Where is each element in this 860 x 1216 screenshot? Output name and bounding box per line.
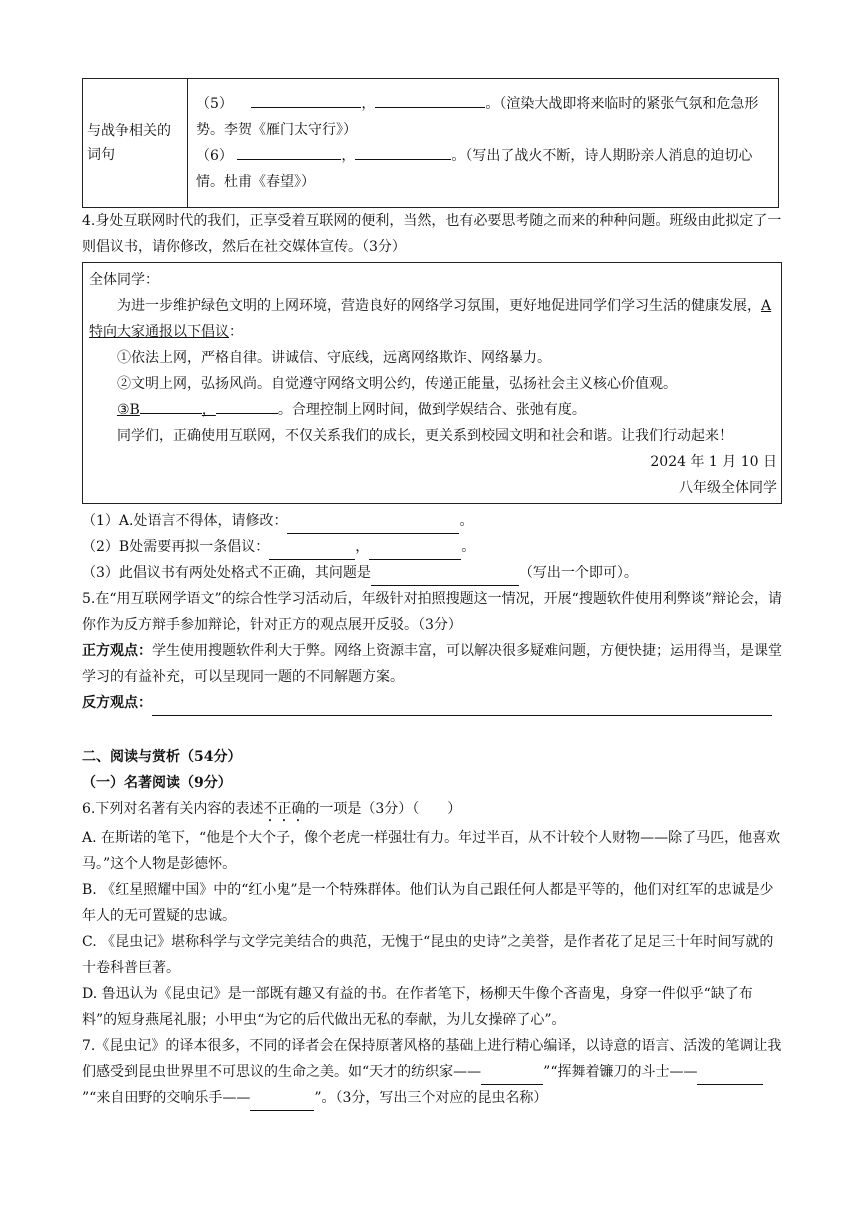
option-b[interactable]: B. 《红星照耀中国》中的“红小鬼”是一个特殊群体。他们认为自己跟任何人都是平等的，他们对红军的忠诚是少年人的无可置疑的忠诚。 [82, 882, 774, 924]
answer-line-3[interactable] [371, 567, 519, 586]
answer-insect-1[interactable] [481, 1066, 543, 1085]
letter-greeting: 全体同学： [89, 272, 159, 288]
blank-b2[interactable] [216, 397, 278, 414]
item-5-note: 。（渲染大战即将来临时的紧张气氛和危急形势。李贺《雁门太守行》） [196, 96, 759, 138]
con-viewpoint [82, 690, 782, 716]
blank-5a[interactable] [251, 91, 361, 108]
sub-question-1-text: （1）A.处语言不得体，请修改： [82, 513, 288, 529]
sub-question-2-comma: ， [355, 539, 370, 555]
proposal-item-3 [89, 397, 777, 423]
q6-prompt-start: 6.下列对名著有关内容的表述 [82, 801, 264, 817]
blank-5b[interactable] [375, 91, 485, 108]
con-answer-line[interactable] [152, 697, 772, 716]
blank-b1[interactable] [140, 397, 202, 414]
answer-line-2a[interactable] [269, 541, 355, 560]
blank-6a[interactable] [237, 143, 341, 160]
option-d[interactable]: D. 鲁迅认为《昆虫记》是一部既有趣又有益的书。在作者笔下，杨柳天牛像个吝啬鬼，身穿一件似乎“缺了布料”的短身燕尾礼服；小甲虫“为它的后代做出无私的奉献，为儿女操碎了心”。 [82, 986, 753, 1028]
sub-question-1-end: 。 [459, 513, 474, 529]
item-3-comma: ， [201, 402, 216, 418]
proposal-letter [82, 262, 782, 504]
answer-line-2b[interactable] [369, 541, 461, 560]
pro-viewpoint [82, 638, 782, 690]
sub-question-2-end: 。 [461, 539, 476, 555]
exam-page [82, 78, 782, 1111]
q7-text-a: 7.《昆虫记》的译本很多，不同的译者会在保持原著风格的基础上进行精心编译，以诗意的语言、活泼的笔调让我们感受到昆虫世界里不可思议的生命之美。如“天才的纺织家—— [82, 1038, 782, 1080]
item-6-note: 。（写出了战火不断，诗人期盼亲人消息的迫切心情。杜甫《春望》） [196, 148, 753, 190]
sub-question-2 [82, 534, 782, 560]
option-a[interactable]: A. 在斯诺的笔下，“他是个大个子，像个老虎一样强壮有力。年过半百，从不计较个人财物——除了马匹，他喜欢马。”这个人物是彭德怀。 [82, 830, 781, 872]
war-poems-table [82, 78, 779, 208]
section-2-subtitle: （一）名著阅读（9分） [82, 775, 232, 791]
q6-emphasis: 不正确 [263, 801, 306, 817]
pro-label: 正方观点： [82, 643, 152, 659]
q7-text-b: ”“挥舞着镰刀的斗士—— [543, 1064, 698, 1080]
proposal-item-2: ②文明上网，弘扬风尚。自觉遵守网络文明公约，传递正能量，弘扬社会主义核心价值观。 [117, 376, 677, 392]
letter-intro-text: 为进一步维护绿色文明的上网环境，营造良好的网络学习氛围，更好地促进同学们学习生活的健康发展， [117, 298, 761, 314]
proposal-item-1: ①依法上网，严格自律。讲诚信、守底线，远离网络欺诈、网络暴力。 [117, 350, 551, 366]
answer-insect-2[interactable] [697, 1066, 763, 1085]
item-5 [196, 91, 770, 143]
sub-question-3-text: （3）此倡议书有两处处格式不正确，其问题是 [82, 565, 371, 581]
marked-b: ③B [117, 402, 140, 418]
sub-question-3 [82, 560, 782, 586]
option-c[interactable]: C. 《昆虫记》堪称科学与文学完美结合的典范，无愧于“昆虫的史诗”之美誉，是作者花了足足三十年时间写就的十卷科普巨著。 [82, 934, 774, 976]
letter-signer: 八年级全体同学 [679, 480, 777, 496]
marked-phrase-a: A特向大家通报以下倡议 [89, 298, 772, 340]
sub-question-2-text: （2）B处需要再拟一条倡议： [82, 539, 270, 555]
q7-text-c: ”“来自田野的交响乐手—— [82, 1090, 251, 1106]
letter-intro-end: ： [229, 324, 243, 340]
item-3-suffix: 。合理控制上网时间，做到学娱结合、张弛有度。 [277, 402, 586, 418]
letter-closing: 同学们，正确使用互联网，不仅关系我们的成长，更关系到校园文明和社会和谐。让我们行动起来！ [117, 428, 733, 444]
war-table-content [188, 79, 779, 208]
war-table-label: 与战争相关的词句 [83, 79, 188, 208]
letter-intro [89, 293, 777, 345]
answer-line-1[interactable] [287, 515, 459, 534]
question-6-prompt [82, 796, 782, 825]
question-5-prompt: 5.在“用互联网学语文”的综合性学习活动后，年级针对拍照搜题这一情况，开展“搜题软件使用利弊谈”辩论会，请你作为反方辩手参加辩论，针对正方的观点展开反驳。（3分） [82, 591, 782, 633]
pro-text: 学生使用搜题软件利大于弊。网络上资源丰富，可以解决很多疑难问题，方便快捷；运用得当，是课堂学习的有益补充，可以呈现同一题的不同解题方案。 [82, 643, 782, 685]
question-4-prompt: 4.身处互联网时代的我们，正享受着互联网的便利，当然，也有必要思考随之而来的种种问题。班级由此拟定了一则倡议书，请你修改，然后在社交媒体宣传。（3分） [82, 213, 782, 255]
item-6-number: （6） [196, 148, 233, 164]
sub-question-1 [82, 508, 782, 534]
q7-text-d: ”。（3分，写出三个对应的昆虫名称） [314, 1090, 548, 1106]
sub-question-3-end: （写出一个即可）。 [518, 565, 638, 581]
q6-prompt-end: 的一项是（3分）（ ） [305, 801, 462, 817]
item-5-comma: ， [361, 96, 376, 112]
answer-insect-3[interactable] [250, 1092, 314, 1111]
question-7 [82, 1033, 782, 1111]
con-label: 反方观点： [82, 695, 152, 711]
item-6-comma: ， [341, 148, 356, 164]
letter-date: 2024 年 1 月 10 日 [650, 454, 777, 470]
blank-6b[interactable] [355, 143, 451, 160]
section-2-title: 二、阅读与赏析（54分） [82, 749, 242, 765]
item-5-number: （5） [196, 96, 233, 112]
item-6 [196, 143, 770, 195]
